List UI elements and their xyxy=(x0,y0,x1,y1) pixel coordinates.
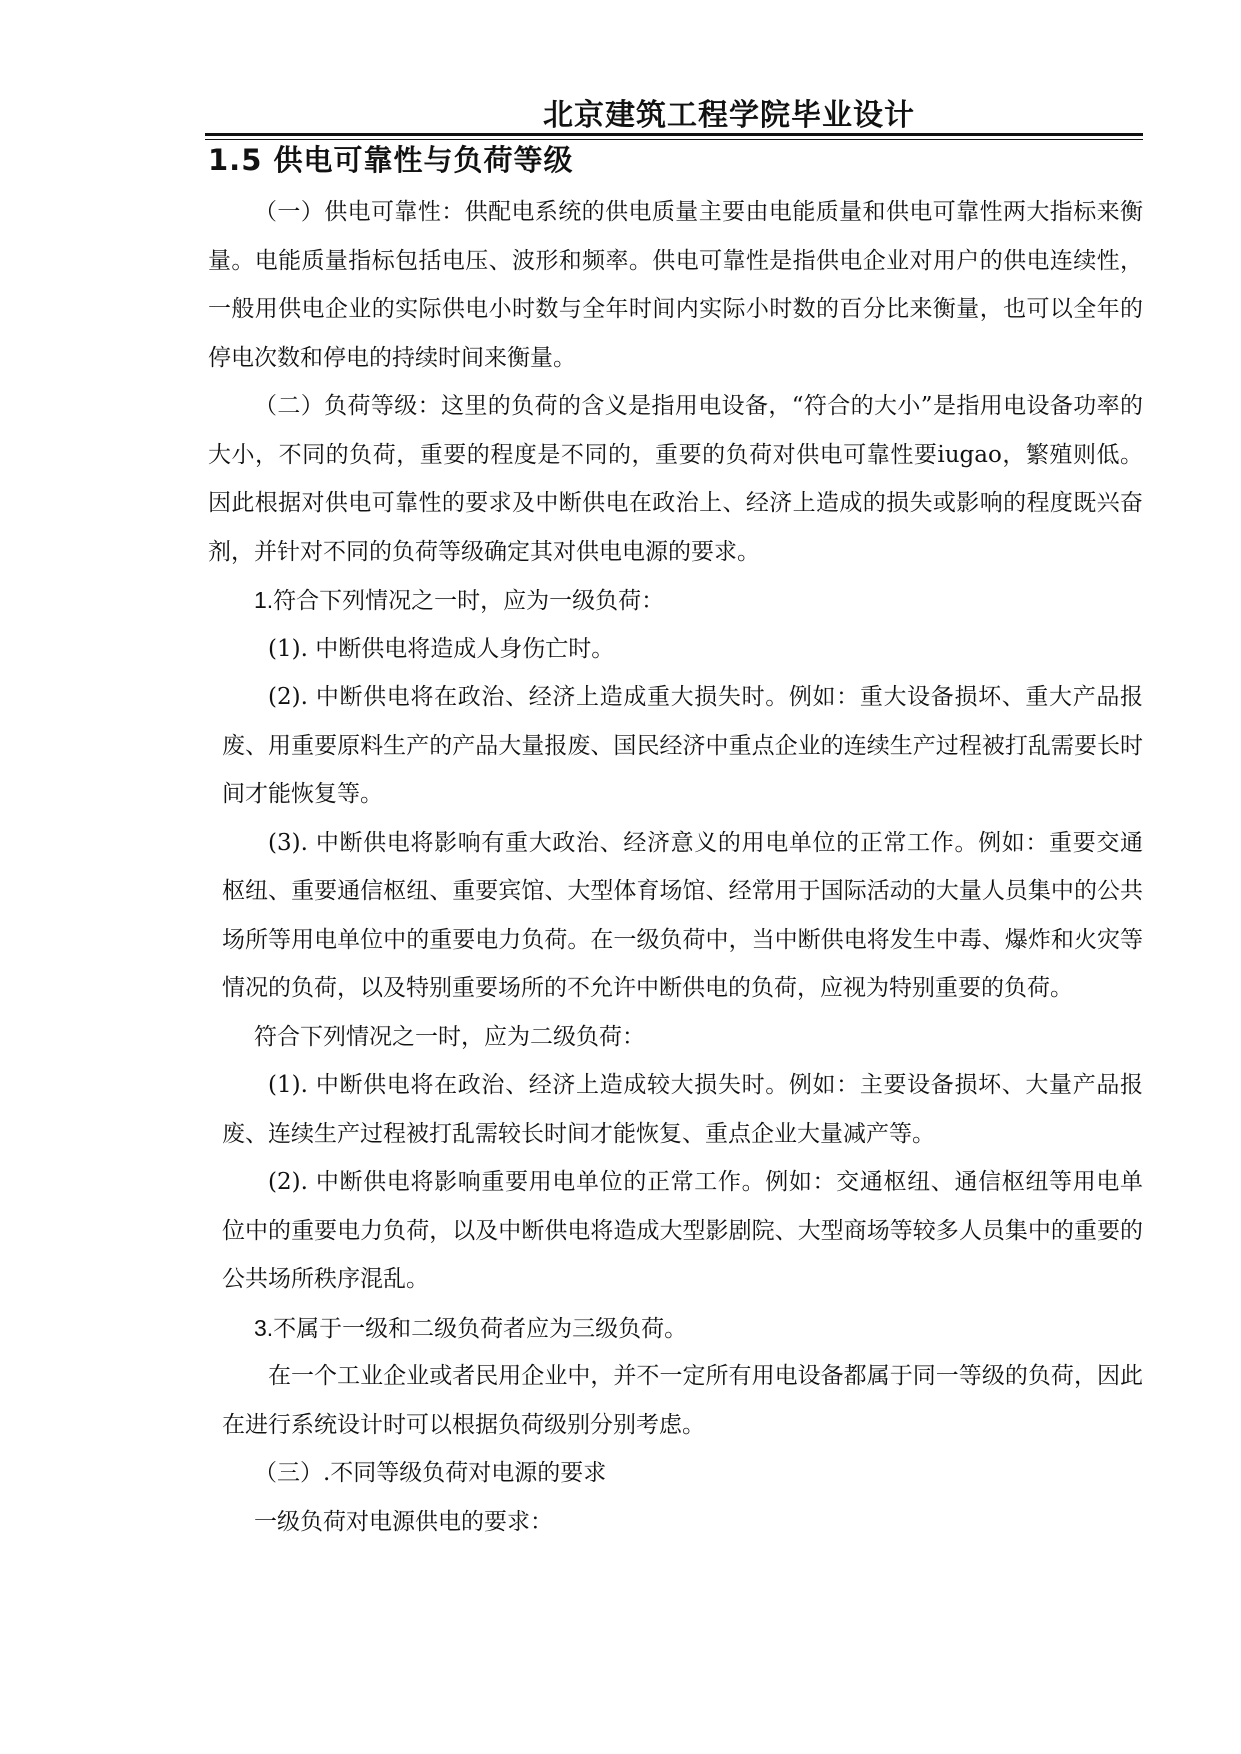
paragraph-grade-one-requirements: 一级负荷对电源供电的要求： xyxy=(254,1508,553,1535)
paragraph-reliability: （一）供电可靠性：供配电系统的供电质量主要由电能质量和供电可靠性两大指标来衡量。电能质量指标包括电压、波形和频率。供电可靠性是指供电企业对用户的供电连续性，一般用供电企业的实际供电小时数与全年时间内实际小时数的百分比来衡量，也可以全年的停电次数和停电的持续时间来衡量。 xyxy=(208,199,1143,371)
paragraph-grade-one-item-2: (2). 中断供电将在政治、经济上造成重大损失时。例如：重大设备损坏、重大产品报废、用重要原料生产的产品大量报废、国民经济中重点企业的连续生产过程被打乱需要长时间才能恢复等。 xyxy=(222,684,1143,807)
paragraph-load-grade: （二）负荷等级：这里的负荷的含义是指用电设备，“符合的大小”是指用电设备功率的大小，不同的负荷，重要的程度是不同的，重要的负荷对供电可靠性要iugao，繁殖则低。因此根据对供电可靠性的要求及中断供电在政治上、经济上造成的损失或影响的程度既兴奋剂，并针对不同的负荷等级确定其对供电电源的要求。 xyxy=(208,393,1143,565)
page-header xyxy=(205,88,1143,133)
paragraph-grade-two-item-1: (1). 中断供电将在政治、经济上造成较大损失时。例如：主要设备损坏、大量产品报废、连续生产过程被打乱需较长时间才能恢复、重点企业大量减产等。 xyxy=(222,1072,1143,1147)
paragraph-grade-one-item-3: (3). 中断供电将影响有重大政治、经济意义的用电单位的正常工作。例如：重要交通枢纽、重要通信枢纽、重要宾馆、大型体育场馆、经常用于国际活动的大量人员集中的公共场所等用电单位中的重要电力负荷。在一级负荷中，当中断供电将发生中毒、爆炸和火灾等情况的负荷，以及特别重要场所的不允许中断供电的负荷，应视为特别重要的负荷。 xyxy=(222,829,1143,1001)
paragraph-grade-two-item-2: (2). 中断供电将影响重要用电单位的正常工作。例如：交通枢纽、通信枢纽等用电单位中的重要电力负荷，以及中断供电将造成大型影剧院、大型商场等较多人员集中的重要的公共场所秩序混乱。 xyxy=(222,1169,1143,1292)
paragraph-grade-one-intro: 1.符合下列情况之一时，应为一级负荷： xyxy=(254,587,665,613)
header-rule-thick xyxy=(205,133,1143,136)
section-title: 1.5 供电可靠性与负荷等级 xyxy=(208,143,574,177)
header-title: 北京建筑工程学院毕业设计 xyxy=(543,98,915,133)
paragraph-grade-three: 3.不属于一级和二级负荷者应为三级负荷。 xyxy=(254,1314,688,1341)
paragraph-grade-one-item-1: (1). 中断供电将造成人身伤亡时。 xyxy=(268,635,615,662)
body-text xyxy=(208,188,1143,1546)
paragraph-grade-two-intro: 符合下列情况之一时，应为二级负荷： xyxy=(254,1023,645,1050)
paragraph-requirements-heading: （三）.不同等级负荷对电源的要求 xyxy=(254,1460,607,1486)
paragraph-mixed-loads: 在一个工业企业或者民用企业中，并不一定所有用电设备都属于同一等级的负荷，因此在进行系统设计时可以根据负荷级别分别考虑。 xyxy=(222,1363,1143,1438)
